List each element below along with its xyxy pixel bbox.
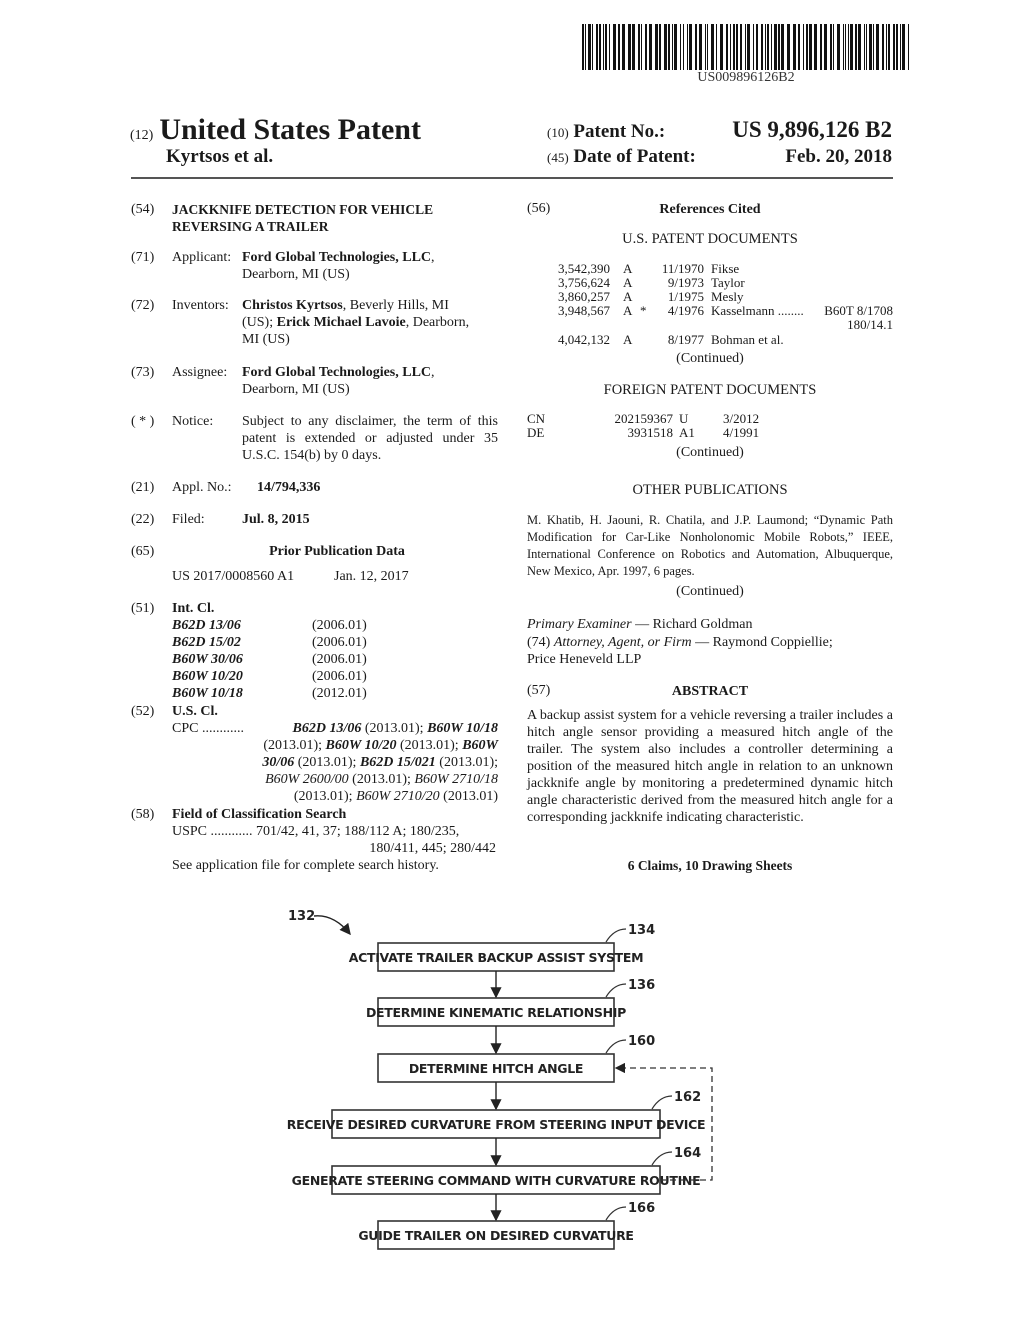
prior-code: (65) xyxy=(131,544,155,559)
cpc-class: B60W 10/18 xyxy=(427,721,498,736)
assignee-name: Ford Global Technologies, LLC xyxy=(242,365,432,380)
barcode-bar xyxy=(689,24,692,70)
reference-numeral: 160 xyxy=(628,1034,656,1049)
barcode-bar xyxy=(687,24,688,70)
flowchart-step-label: RECEIVE DESIRED CURVATURE FROM STEERING INPUT DEVICE xyxy=(286,1117,706,1132)
references-heading: References Cited xyxy=(659,202,761,217)
barcode-bar xyxy=(882,24,884,70)
barcode-bar xyxy=(866,24,867,70)
reference-date: 4/1976 xyxy=(667,303,704,318)
inventors xyxy=(242,297,499,348)
barcode-bar xyxy=(855,24,857,70)
patent-no-code: (10) xyxy=(547,125,569,140)
barcode-bar xyxy=(716,24,717,70)
patent-no-label: Patent No.: xyxy=(573,121,666,142)
cpc-version: (2013.01); xyxy=(361,721,428,736)
invention-title xyxy=(172,201,492,235)
barcode-bar xyxy=(902,24,905,70)
barcode-bar xyxy=(806,24,808,70)
reference-leader-line xyxy=(606,1207,626,1220)
intcl-class: B62D 15/02 xyxy=(172,635,241,650)
appl-code: (21) xyxy=(131,480,155,495)
reference-numeral: 166 xyxy=(628,1201,656,1216)
barcode-bar xyxy=(582,24,584,70)
reference-num: 3,948,567 xyxy=(558,303,610,318)
cpc-classes xyxy=(200,720,498,805)
abstract-code: (57) xyxy=(527,683,551,698)
intcl-class: B60W 10/18 xyxy=(172,686,243,701)
cpc-version: (2013.01); xyxy=(294,755,360,770)
inventor-location: , Beverly Hills, MI xyxy=(342,298,449,313)
barcode-bar xyxy=(814,24,817,70)
reference-numeral: 164 xyxy=(674,1146,702,1161)
flowchart-step-label: GUIDE TRAILER ON DESIRED CURVATURE xyxy=(358,1228,634,1243)
barcode-bar xyxy=(767,24,769,70)
field-code: (58) xyxy=(131,807,155,822)
uspc-line: 180/411, 445; 280/442 xyxy=(369,841,496,856)
applicant-code: (71) xyxy=(131,250,155,265)
barcode-bar xyxy=(618,24,620,70)
reference-name: Mesly xyxy=(711,289,744,304)
cpc-class: B62D 13/06 xyxy=(292,721,362,736)
appl-label: Appl. No.: xyxy=(172,480,232,495)
intcl-version: (2006.01) xyxy=(312,635,367,650)
attorney-firm: Price Heneveld LLP xyxy=(527,652,642,667)
reference-leader-line xyxy=(652,1096,672,1109)
barcode-bar xyxy=(699,24,702,70)
reference-num: 3,542,390 xyxy=(558,261,610,276)
examiner-line xyxy=(527,616,893,633)
reference-name: Fikse xyxy=(711,261,740,276)
intcl-version: (2006.01) xyxy=(312,618,367,633)
barcode-bar xyxy=(599,24,601,70)
barcode-bar xyxy=(745,24,746,70)
barcode-bar xyxy=(809,24,812,70)
cpc-class: B62D 15/021 xyxy=(359,755,436,770)
barcode-bar xyxy=(793,24,796,70)
barcode-bar xyxy=(888,24,890,70)
cpc-version: (2013.01); xyxy=(293,789,357,804)
barcode-bar xyxy=(869,24,872,70)
title-text: United States Patent xyxy=(159,113,421,146)
cpc-class: B60W 2710/18 xyxy=(414,772,498,787)
barcode-bar xyxy=(720,24,723,70)
filed-date: Jul. 8, 2015 xyxy=(242,512,310,527)
reference-leader-line xyxy=(606,984,626,997)
barcode-bar xyxy=(765,24,766,70)
attorney-code: (74) xyxy=(527,635,554,650)
reference-kind: A xyxy=(623,332,633,347)
barcode-bar xyxy=(736,24,738,70)
patent-date-line xyxy=(547,146,892,168)
intcl-version: (2006.01) xyxy=(312,652,367,667)
reference-cls: 180/14.1 xyxy=(847,317,893,332)
barcode-bar xyxy=(778,24,780,70)
assignee: Ford Global Technologies, LLC, Dearborn, MI (US) xyxy=(242,365,435,397)
reference-date: 1/1975 xyxy=(667,289,704,304)
uscl-heading: U.S. Cl. xyxy=(172,704,218,719)
barcode-bar xyxy=(592,24,593,70)
flowchart-step-label: ACTIVATE TRAILER BACKUP ASSIST SYSTEM xyxy=(348,950,644,965)
barcode-bar xyxy=(820,24,822,70)
barcode-bar xyxy=(873,24,874,70)
reference-numeral: 134 xyxy=(628,923,656,938)
reference-leader-line xyxy=(652,1152,672,1165)
authors: Kyrtsos et al. xyxy=(166,146,274,167)
inventor-country: (US); xyxy=(242,315,277,330)
attorney-name: — Raymond Coppiellie; xyxy=(691,635,833,650)
barcode-bar xyxy=(876,24,879,70)
barcode-bar xyxy=(845,24,846,70)
other-publication: M. Khatib, H. Jaouni, R. Chatila, and J.P. Laumond; “Dynamic Path Modification for Car-Like Nonholonomic Mobile Robots,” IEEE, International Conference on Robotics and Automation, Albuquerque, New Mexico, Apr. 1997, 6 pages. xyxy=(527,513,893,578)
examiner-label: Primary Examiner xyxy=(527,617,632,632)
reference-name: Kasselmann ........ xyxy=(711,303,804,318)
assignee-code: (73) xyxy=(131,365,155,380)
reference-country: CN xyxy=(527,411,546,426)
filed-label: Filed: xyxy=(172,512,205,527)
title-code: (54) xyxy=(131,202,155,217)
barcode-bar xyxy=(781,24,784,70)
barcode-bar xyxy=(605,24,607,70)
patent-date: Feb. 20, 2018 xyxy=(785,146,892,167)
barcode-bar xyxy=(645,24,647,70)
barcode-bar xyxy=(771,24,772,70)
barcode-bar xyxy=(740,24,742,70)
header-divider xyxy=(131,177,893,179)
reference-numeral: 136 xyxy=(628,978,656,993)
uspc-line: USPC ............ 701/42, 41, 37; 188/112 A; 180/235, xyxy=(172,824,460,839)
notice-label: Notice: xyxy=(172,414,214,429)
barcode-bar xyxy=(674,24,677,70)
barcode xyxy=(582,24,910,70)
reference-num: 3,756,624 xyxy=(558,275,610,290)
barcode-number: US009896126B2 xyxy=(697,70,795,85)
barcode-bar xyxy=(908,24,909,70)
application-number: 14/794,336 xyxy=(257,480,321,495)
barcode-bar xyxy=(753,24,754,70)
inventor-country: MI (US) xyxy=(242,332,290,347)
reference-kind: A1 xyxy=(679,425,695,440)
barcode-bar xyxy=(672,24,673,70)
patent-number-line xyxy=(547,117,892,143)
barcode-bar xyxy=(609,24,610,70)
attorney-line xyxy=(527,634,893,668)
claims-summary: 6 Claims, 10 Drawing Sheets xyxy=(627,858,793,873)
applicant: Ford Global Technologies, LLC, Dearborn, MI (US) xyxy=(242,250,435,282)
intcl-version: (2012.01) xyxy=(312,686,367,701)
cpc-class: B60W 2600/00 xyxy=(265,772,349,787)
flowchart-step-label: DETERMINE HITCH ANGLE xyxy=(408,1061,584,1076)
barcode-bar xyxy=(711,24,714,70)
intcl-heading: Int. Cl. xyxy=(172,601,215,616)
foreign-patent-documents-heading: FOREIGN PATENT DOCUMENTS xyxy=(603,382,817,398)
reference-kind: U xyxy=(679,411,689,426)
reference-date: 8/1977 xyxy=(667,332,704,347)
barcode-bar xyxy=(638,24,640,70)
barcode-bar xyxy=(655,24,658,70)
applicant-location: Dearborn, MI (US) xyxy=(242,267,350,282)
barcode-bar xyxy=(833,24,834,70)
barcode-bar xyxy=(585,24,586,70)
reference-date: 9/1973 xyxy=(667,275,704,290)
barcode-bar xyxy=(756,24,758,70)
figure-reference-arrow xyxy=(314,916,350,934)
applicant-label: Applicant: xyxy=(172,250,232,265)
barcode-bar xyxy=(864,24,865,70)
barcode-bar xyxy=(747,24,750,70)
barcode-bar xyxy=(664,24,667,70)
figure-reference-numeral: 132 xyxy=(288,909,316,924)
barcode-bar xyxy=(668,24,670,70)
assignee-label: Assignee: xyxy=(172,365,228,380)
reference-date: 4/1991 xyxy=(723,425,760,440)
barcode-bar xyxy=(603,24,604,70)
refs-code: (56) xyxy=(527,201,551,216)
reference-num: 3931518 xyxy=(627,425,673,440)
barcode-bar xyxy=(858,24,861,70)
inventor-location: , Dearborn, xyxy=(405,315,470,330)
uscl-code: (52) xyxy=(131,704,155,719)
notice-text: Subject to any disclaimer, the term of this patent is extended or adjusted under 35 U.S.C. 154(b) by 0 days. xyxy=(242,414,498,463)
attorney-label: Attorney, Agent, or Firm xyxy=(553,635,692,650)
type-code: (12) xyxy=(130,128,154,143)
cpc-version: (2013.01); xyxy=(263,738,326,753)
intcl-class: B60W 30/06 xyxy=(172,652,243,667)
abstract-heading: ABSTRACT xyxy=(671,684,749,699)
prior-publication-number: US 2017/0008560 A1 xyxy=(172,569,295,584)
intcl-class: B60W 10/20 xyxy=(172,669,243,684)
cpc-label: CPC ............ xyxy=(172,721,244,736)
barcode-bar xyxy=(680,24,681,70)
barcode-bar xyxy=(830,24,832,70)
flowchart-step-label: DETERMINE KINEMATIC RELATIONSHIP xyxy=(365,1005,627,1020)
notice-code: ( * ) xyxy=(131,414,155,429)
date-code: (45) xyxy=(547,150,569,165)
barcode-bar xyxy=(726,24,728,70)
invention-title-line2: REVERSING A TRAILER xyxy=(172,219,329,234)
barcode-bar xyxy=(641,24,642,70)
barcode-bar xyxy=(622,24,625,70)
barcode-bar xyxy=(588,24,591,70)
reference-num: 3,860,257 xyxy=(558,289,610,304)
barcode-bar xyxy=(659,24,661,70)
reference-kind: A xyxy=(623,289,633,304)
reference-num: 4,042,132 xyxy=(558,332,610,347)
barcode-bar xyxy=(893,24,895,70)
reference-date: 3/2012 xyxy=(723,411,760,426)
barcode-bar xyxy=(850,24,853,70)
inventor-name: Erick Michael Lavoie xyxy=(276,315,406,330)
barcode-bar xyxy=(848,24,849,70)
reference-leader-line xyxy=(606,1040,626,1053)
reference-num: 202159367 xyxy=(614,411,673,426)
examiner-name: — Richard Goldman xyxy=(631,617,753,632)
search-history-note: See application file for complete search history. xyxy=(172,858,439,873)
inventor-name: Christos Kyrtsos xyxy=(242,298,343,313)
barcode-bar xyxy=(798,24,800,70)
cpc-version: (2013.01); xyxy=(396,738,463,753)
barcode-bar xyxy=(628,24,631,70)
document-type-title xyxy=(130,113,421,147)
reference-country: DE xyxy=(527,425,545,440)
prior-publication-date: Jan. 12, 2017 xyxy=(334,569,409,584)
reference-numeral: 162 xyxy=(674,1090,702,1105)
barcode-bar xyxy=(683,24,684,70)
field-heading: Field of Classification Search xyxy=(172,807,347,822)
reference-date: 11/1970 xyxy=(661,261,704,276)
barcode-bar xyxy=(900,24,901,70)
continued-note: (Continued) xyxy=(676,351,744,366)
patent-number: US 9,896,126 B2 xyxy=(732,117,892,142)
filed-code: (22) xyxy=(131,512,155,527)
barcode-bar xyxy=(886,24,887,70)
reference-star: * xyxy=(640,303,647,318)
barcode-bar xyxy=(705,24,706,70)
barcode-bar xyxy=(824,24,827,70)
flowchart-step-label: GENERATE STEERING COMMAND WITH CURVATURE ROUTINE xyxy=(291,1173,701,1188)
continued-note: (Continued) xyxy=(676,584,744,599)
barcode-bar xyxy=(596,24,598,70)
reference-kind: A xyxy=(623,261,633,276)
prior-publication-heading: Prior Publication Data xyxy=(269,544,405,559)
assignee-location: Dearborn, MI (US) xyxy=(242,382,350,397)
barcode-bar xyxy=(695,24,697,70)
barcode-bar xyxy=(649,24,652,70)
barcode-bar xyxy=(730,24,731,70)
flowchart-svg xyxy=(0,890,1033,1340)
reference-kind: A xyxy=(623,303,633,318)
barcode-bar xyxy=(707,24,708,70)
reference-name: Bohman et al. xyxy=(711,332,784,347)
continued-note: (Continued) xyxy=(676,445,744,460)
representative-flowchart xyxy=(0,890,1033,1340)
reference-leader-line xyxy=(606,929,626,942)
cpc-version: (2013.01); xyxy=(435,755,498,770)
barcode-bar xyxy=(843,24,844,70)
cpc-class: B60W xyxy=(462,738,498,753)
barcode-bar xyxy=(837,24,840,70)
barcode-bar xyxy=(613,24,616,70)
other-publications-heading: OTHER PUBLICATIONS xyxy=(632,482,788,498)
applicant-name: Ford Global Technologies, LLC xyxy=(242,250,432,265)
invention-title-line1: JACKKNIFE DETECTION FOR VEHICLE xyxy=(172,202,434,217)
intcl-code: (51) xyxy=(131,601,155,616)
barcode-bar xyxy=(787,24,790,70)
intcl-version: (2006.01) xyxy=(312,669,367,684)
us-patent-documents-heading: U.S. PATENT DOCUMENTS xyxy=(622,231,798,247)
inventors-code: (72) xyxy=(131,298,155,313)
cpc-version: (2013.01); xyxy=(348,772,415,787)
cpc-class: 30/06 xyxy=(262,755,295,770)
reference-kind: A xyxy=(623,275,633,290)
date-label: Date of Patent: xyxy=(573,146,696,167)
barcode-bar xyxy=(896,24,898,70)
reference-cls: B60T 8/1708 xyxy=(824,303,893,318)
cpc-class: B60W 10/20 xyxy=(325,738,397,753)
inventors-label: Inventors: xyxy=(172,298,229,313)
barcode-bar xyxy=(733,24,735,70)
cpc-version: (2013.01) xyxy=(439,789,498,804)
abstract-text: A backup assist system for a vehicle reversing a trailer includes a hitch angle sensor providing a measured hitch angle of the trailer. The system also includes a controller determining a position of the measured hitch angle in relation to an unknown jackknife angle by monitoring a predetermined dynamic hitch angle characteristic derived from the measured hitch angle for a corresponding jackknife indicating characteristic. xyxy=(527,708,893,825)
reference-name: Taylor xyxy=(711,275,745,290)
barcode-bar xyxy=(632,24,635,70)
intcl-class: B62D 13/06 xyxy=(172,618,241,633)
barcode-bar xyxy=(803,24,804,70)
barcode-bar xyxy=(761,24,763,70)
cpc-class: B60W 2710/20 xyxy=(356,789,440,804)
barcode-bar xyxy=(774,24,777,70)
